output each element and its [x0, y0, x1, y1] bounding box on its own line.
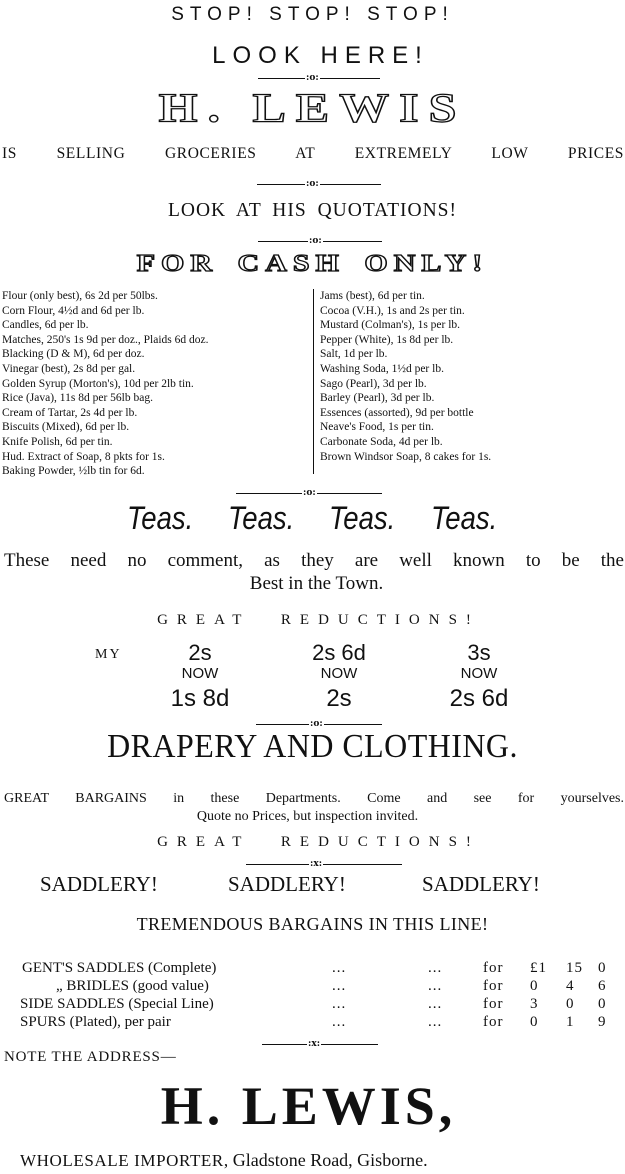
leader-dots: ...: [428, 1014, 443, 1030]
ornament-mark: :x:: [310, 859, 323, 869]
grocery-item: Vinegar (best), 2s 8d per gal.: [2, 362, 136, 375]
for-label: for: [483, 1014, 504, 1030]
ornament-mark: :o:: [306, 73, 319, 83]
column-divider: [313, 289, 314, 474]
grocery-item: Candles, 6d per lb.: [2, 319, 89, 332]
price-pence: 9: [598, 1014, 607, 1030]
grocery-item: Golden Syrup (Morton's), 10d per 2lb tin.: [2, 377, 194, 390]
saddle-item: SIDE SADDLES (Special Line): [20, 996, 214, 1012]
table-row: [0, 960, 625, 977]
footer-merchant-name: H. LEWIS,: [160, 1076, 457, 1136]
saddle-item: SPURS (Plated), per pair: [20, 1014, 171, 1030]
grocery-item: Cocoa (V.H.), 1s and 2s per tin.: [320, 304, 465, 317]
grocery-item: Hud. Extract of Soap, 8 pkts for 1s.: [2, 450, 165, 463]
price-pence: 0: [598, 960, 607, 976]
ornament-mark: :o:: [310, 719, 323, 729]
now-label-1: NOW: [181, 665, 219, 682]
grocery-item: Neave's Food, 1s per tin.: [320, 421, 434, 434]
grocery-item: Baking Powder, ½lb tin for 6d.: [2, 465, 145, 478]
look-here-headline: LOOK HERE!: [212, 42, 429, 69]
leader-dots: ...: [332, 978, 347, 994]
selling-line: [2, 145, 624, 163]
price-pounds: 0: [530, 978, 539, 994]
price-pounds: £1: [530, 960, 547, 976]
old-price-3: 3s: [467, 640, 491, 665]
grocery-item: Cream of Tartar, 2s 4d per lb.: [2, 406, 138, 419]
leader-dots: ...: [428, 960, 443, 976]
table-row: [0, 978, 625, 995]
grocery-item: Carbonate Soda, 4d per lb.: [320, 435, 443, 448]
grocery-item: Matches, 250's 1s 9d per doz., Plaids 6d doz.: [2, 333, 209, 346]
saddlery-banner-1: SADDLERY!: [40, 872, 158, 896]
grocery-item: Sago (Pearl), 3d per lb.: [320, 377, 427, 390]
grocery-item: Mustard (Colman's), 1s per lb.: [320, 319, 461, 332]
grocery-item: Flour (only best), 6s 2d per 50lbs.: [2, 290, 158, 302]
ornament-mark: :o:: [306, 179, 319, 189]
tea-comment-line1: These need no comment, as they are well known to be the: [4, 550, 624, 571]
grocery-item: Salt, 1d per lb.: [320, 348, 388, 361]
table-row: [0, 996, 625, 1013]
ornament-mark: :o:: [303, 488, 316, 498]
price-shillings: 0: [566, 996, 575, 1012]
leader-dots: ...: [428, 978, 443, 994]
grocery-list-left: [2, 289, 308, 479]
leader-dots: ...: [332, 996, 347, 1012]
selling-text: IS SELLING GROCERIES AT EXTREMELY LOW PRICES: [2, 145, 624, 162]
for-label: for: [483, 996, 504, 1012]
tea-reductions-heading: GREAT REDUCTIONS!: [157, 612, 480, 628]
price-pence: 0: [598, 996, 607, 1012]
grocery-item: Corn Flour, 4½d and 6d per lb.: [2, 304, 145, 317]
for-label: for: [483, 978, 504, 994]
grocery-item: Essences (assorted), 9d per bottle: [320, 406, 474, 419]
now-label-3: NOW: [460, 665, 498, 682]
teas-word: Teas.: [127, 500, 194, 536]
now-label-2: NOW: [320, 665, 358, 682]
address-caps: WHOLESALE IMPORTER,: [20, 1151, 229, 1170]
grocery-item: Jams (best), 6d per tin.: [320, 290, 425, 302]
grocery-item: Brown Windsor Soap, 8 cakes for 1s.: [320, 450, 492, 463]
teas-word: Teas.: [431, 500, 498, 536]
tremendous-heading: TREMENDOUS BARGAINS IN THIS LINE!: [136, 914, 489, 934]
my-label: MY: [95, 647, 122, 662]
grocery-item: Washing Soda, 1½d per lb.: [320, 362, 444, 375]
stop-headline: STOP! STOP! STOP!: [171, 4, 454, 25]
new-price-3: 2s 6d: [449, 685, 509, 712]
for-label: for: [483, 960, 504, 976]
saddle-item: „ BRIDLES (good value): [56, 978, 209, 994]
grocery-item: Biscuits (Mixed), 6d per lb.: [2, 421, 130, 434]
saddle-item: GENT'S SADDLES (Complete): [22, 960, 217, 976]
leader-dots: ...: [332, 1014, 347, 1030]
merchant-name-headline: H. LEWIS: [158, 84, 467, 131]
drapery-line2: Quote no Prices, but inspection invited.: [196, 809, 419, 824]
table-row: [0, 1014, 625, 1031]
old-price-1: 2s: [188, 640, 212, 665]
grocery-item: Blacking (D & M), 6d per doz.: [2, 348, 145, 361]
grocery-list-right: [320, 289, 620, 464]
grocery-item: Knife Polish, 6d per tin.: [2, 435, 113, 448]
footer-address: [20, 1150, 620, 1171]
note-address: NOTE THE ADDRESS—: [4, 1049, 177, 1065]
grocery-item: Pepper (White), 1s 8d per lb.: [320, 333, 454, 346]
teas-word: Teas.: [228, 500, 295, 536]
price-shillings: 15: [566, 960, 583, 976]
drapery-line1: GREAT BARGAINS in these Departments. Come and see for yourselves.: [4, 791, 624, 806]
saddlery-banner-3: SADDLERY!: [422, 872, 540, 896]
grocery-item: Rice (Java), 11s 8d per 56lb bag.: [2, 392, 153, 405]
ornament-mark: :x:: [308, 1039, 321, 1049]
drapery-reductions-heading: GREAT REDUCTIONS!: [157, 834, 480, 850]
leader-dots: ...: [428, 996, 443, 1012]
grocery-item: Barley (Pearl), 3d per lb.: [320, 392, 435, 405]
ornament-rule: [246, 864, 402, 865]
old-price-2: 2s 6d: [312, 640, 366, 665]
tea-comment-line2: Best in the Town.: [249, 573, 384, 594]
price-shillings: 1: [566, 1014, 575, 1030]
price-pence: 6: [598, 978, 607, 994]
new-price-2: 2s: [326, 685, 352, 712]
price-shillings: 4: [566, 978, 575, 994]
address-rest: Gladstone Road, Gisborne.: [232, 1150, 428, 1170]
ornament-mark: :o:: [309, 236, 322, 246]
leader-dots: ...: [332, 960, 347, 976]
price-pounds: 0: [530, 1014, 539, 1030]
new-price-1: 1s 8d: [170, 685, 230, 712]
quotations-headline: LOOK AT HIS QUOTATIONS!: [167, 200, 458, 221]
teas-word: Teas.: [329, 500, 396, 536]
drapery-headline: DRAPERY AND CLOTHING.: [107, 728, 518, 765]
price-pounds: 3: [530, 996, 539, 1012]
saddlery-banner-2: SADDLERY!: [228, 872, 346, 896]
cash-only-headline: FOR CASH ONLY!: [136, 250, 489, 277]
